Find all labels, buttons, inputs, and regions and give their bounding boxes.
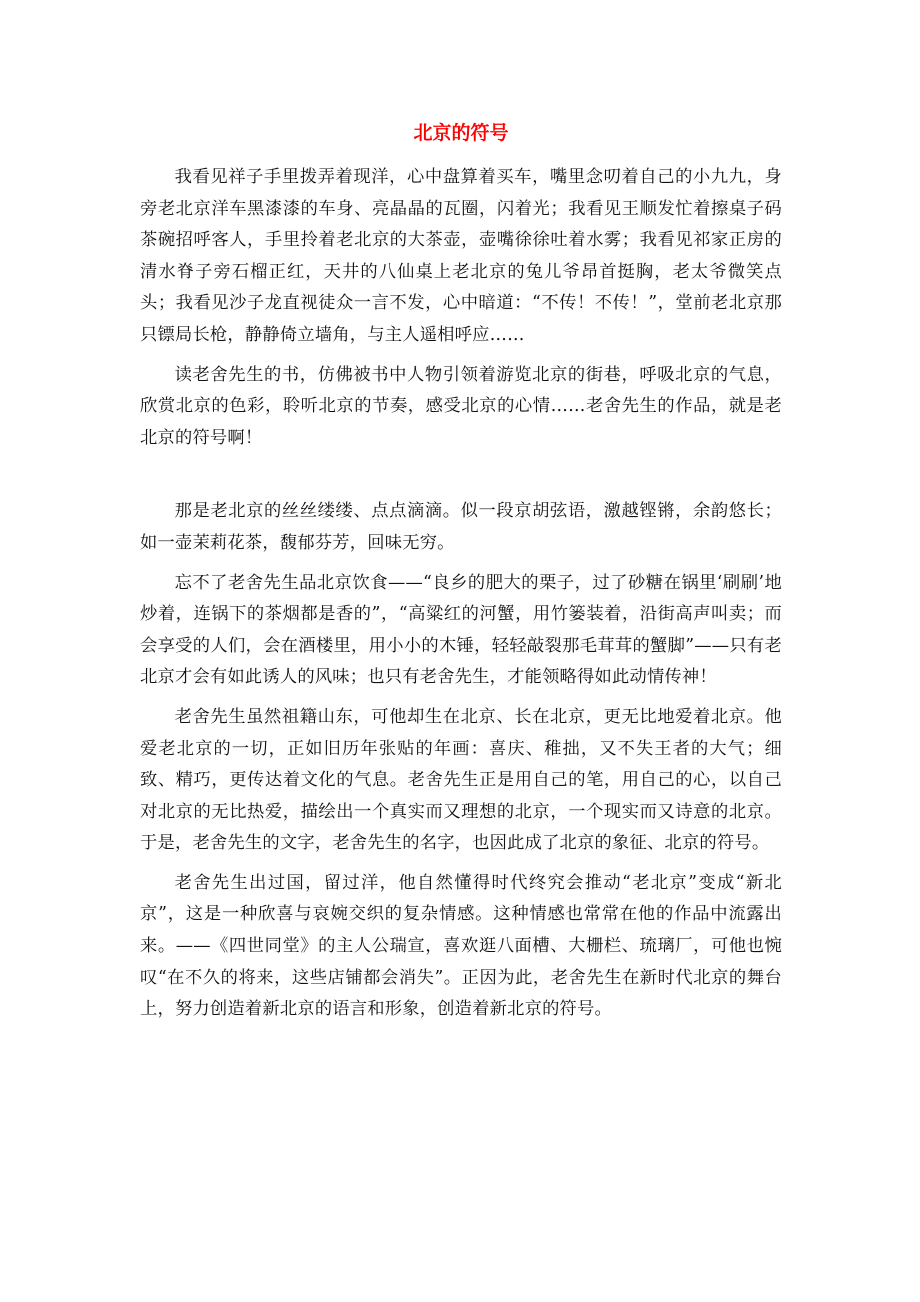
- article: [140, 118, 782, 1034]
- paragraph-4: 忘不了老舍先生品北京饮食——“良乡的肥大的栗子，过了砂糖在锅里‘刷刷’地炒着，连锅下的茶烟都是香的”，“高粱红的河蟹，用竹篓装着，沿街高声叫卖；而会享受的人们，会在酒楼里，用小小的木锤，轻轻敲裂那毛茸茸的蟹脚”——只有老北京才会有如此诱人的风味；也只有老舍先生，才能领略得如此动情传神！: [140, 572, 782, 688]
- section-spacer: [140, 462, 782, 496]
- paragraph-5: 老舍先生虽然祖籍山东，可他却生在北京、长在北京，更无比地爱着北京。他爱老北京的一切，正如旧历年张贴的年画：喜庆、稚拙，又不失王者的大气；细致、精巧，更传达着文化的气息。老舍先生正是用自己的笔，用自己的心，以自己对北京的无比热爱，描绘出一个真实而又理想的北京，一个现实而又诗意的北京。于是，老舍先生的文字，老舍先生的名字，也因此成了北京的象征、北京的符号。: [140, 706, 782, 854]
- paragraph-6: 老舍先生出过国，留过洋，他自然懂得时代终究会推动“老北京”变成“新北京”，这是一种欣喜与哀婉交织的复杂情感。这种情感也常常在他的作品中流露出来。——《四世同堂》的主人公瑞宣，喜欢逛八面槽、大栅栏、琉璃厂，可他也惋叹“在不久的将来，这些店铺都会消失”。正因为此，老舍先生在新时代北京的舞台上，努力创造着新北京的语言和形象，创造着新北京的符号。: [140, 872, 782, 1020]
- paragraph-3: 那是老北京的丝丝缕缕、点点滴滴。似一段京胡弦语，激越铿锵，余韵悠长；如一壶茉莉花茶，馥郁芬芳，回味无穷。: [140, 501, 782, 553]
- paragraph-2: 读老舍先生的书，仿佛被书中人物引领着游览北京的街巷，呼吸北京的气息，欣赏北京的色彩，聆听北京的节奏，感受北京的心情……老舍先生的作品，就是老北京的符号啊！: [140, 364, 782, 448]
- article-title: 北京的符号: [413, 122, 509, 144]
- paragraph-1: 我看见祥子手里拨弄着现洋，心中盘算着买车，嘴里念叨着自己的小九九，身旁老北京洋车黑漆漆的车身、亮晶晶的瓦圈，闪着光；我看见王顺发忙着擦桌子码茶碗招呼客人，手里拎着老北京的大茶壶，壶嘴徐徐吐着水雾；我看见祁家正房的清水脊子旁石榴正红，天井的八仙桌上老北京的兔儿爷昂首挺胸，老太爷微笑点头；我看见沙子龙直视徒众一言不发，心中暗道：“不传！不传！”，堂前老北京那只镖局长枪，静静倚立墙角，与主人遥相呼应……: [140, 167, 782, 345]
